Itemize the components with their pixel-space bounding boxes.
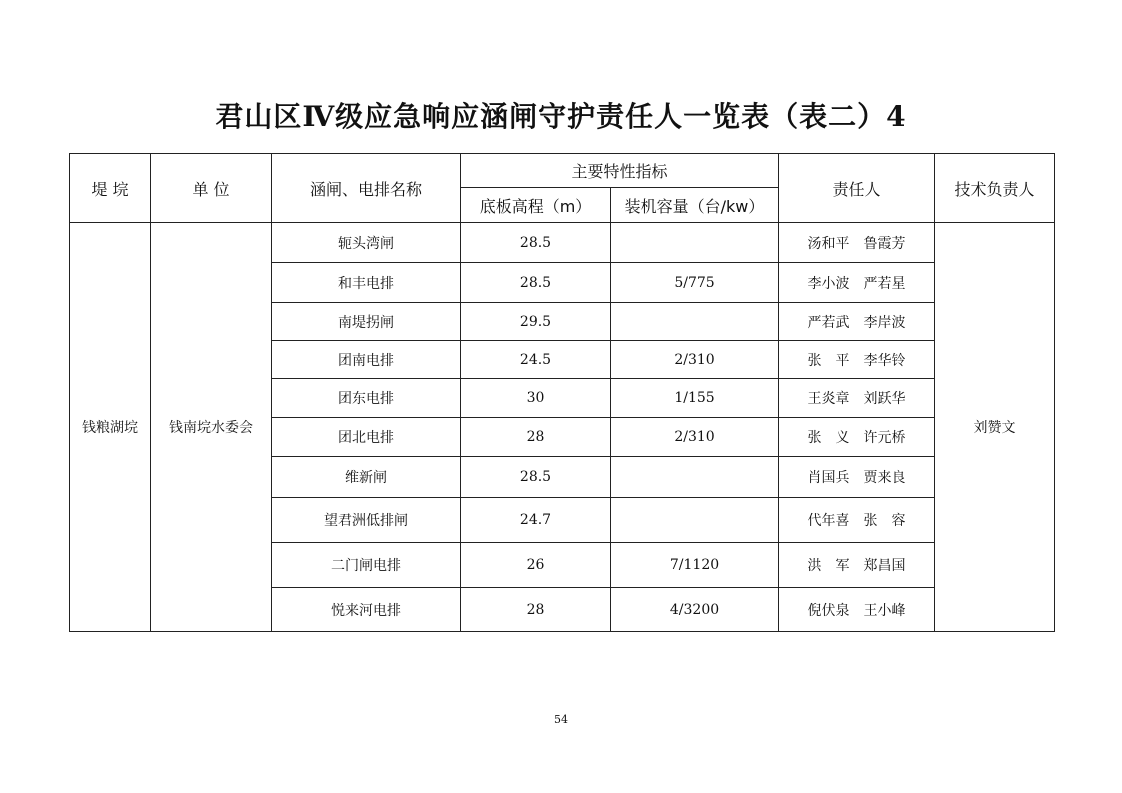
sluice-name-cell: 团南电排 xyxy=(272,341,461,379)
elevation-cell: 29.5 xyxy=(461,303,611,341)
capacity-cell: 5/775 xyxy=(611,263,779,303)
responsible-cell: 张 义 许元桥 xyxy=(779,418,935,457)
responsible-cell: 汤和平 鲁霞芳 xyxy=(779,223,935,263)
responsible-cell: 严若武 李岸波 xyxy=(779,303,935,341)
header-main-indicators: 主要特性指标 xyxy=(461,154,779,188)
header-dike: 堤 垸 xyxy=(70,154,151,223)
unit-cell: 钱南垸水委会 xyxy=(151,223,272,632)
elevation-cell: 24.7 xyxy=(461,498,611,543)
capacity-cell xyxy=(611,223,779,263)
table-body xyxy=(70,223,1055,632)
header-sluice-name: 涵闸、电排名称 xyxy=(272,154,461,223)
responsible-cell: 肖国兵 贾来良 xyxy=(779,457,935,498)
dike-cell: 钱粮湖垸 xyxy=(70,223,151,632)
page-number: 54 xyxy=(554,713,568,726)
tech-lead-cell: 刘赞文 xyxy=(935,223,1055,632)
sluice-name-cell: 悦来河电排 xyxy=(272,588,461,632)
capacity-cell: 4/3200 xyxy=(611,588,779,632)
sluice-name-cell: 南堤拐闸 xyxy=(272,303,461,341)
capacity-cell: 2/310 xyxy=(611,341,779,379)
sluice-name-cell: 和丰电排 xyxy=(272,263,461,303)
elevation-cell: 28.5 xyxy=(461,457,611,498)
elevation-cell: 26 xyxy=(461,543,611,588)
sluice-name-cell: 二门闸电排 xyxy=(272,543,461,588)
elevation-cell: 28.5 xyxy=(461,223,611,263)
capacity-cell xyxy=(611,498,779,543)
elevation-cell: 28.5 xyxy=(461,263,611,303)
page-title: 君山区Ⅳ级应急响应涵闸守护责任人一览表（表二）4 xyxy=(215,100,907,133)
capacity-cell: 2/310 xyxy=(611,418,779,457)
header-responsible: 责任人 xyxy=(779,154,935,223)
elevation-cell: 30 xyxy=(461,379,611,418)
sluice-name-cell: 团东电排 xyxy=(272,379,461,418)
elevation-cell: 28 xyxy=(461,588,611,632)
sluice-name-cell: 团北电排 xyxy=(272,418,461,457)
header-installed-capacity: 装机容量（台/kw） xyxy=(611,188,779,223)
table-header xyxy=(70,154,1055,223)
header-unit: 单 位 xyxy=(151,154,272,223)
responsible-cell: 倪伏泉 王小峰 xyxy=(779,588,935,632)
capacity-cell xyxy=(611,303,779,341)
elevation-cell: 24.5 xyxy=(461,341,611,379)
duty-table xyxy=(69,153,1055,632)
responsible-cell: 王炎章 刘跃华 xyxy=(779,379,935,418)
sluice-name-cell: 轭头湾闸 xyxy=(272,223,461,263)
elevation-cell: 28 xyxy=(461,418,611,457)
responsible-cell: 张 平 李华铃 xyxy=(779,341,935,379)
header-tech-lead: 技术负责人 xyxy=(935,154,1055,223)
responsible-cell: 李小波 严若星 xyxy=(779,263,935,303)
capacity-cell xyxy=(611,457,779,498)
sluice-name-cell: 维新闸 xyxy=(272,457,461,498)
sluice-name-cell: 望君洲低排闸 xyxy=(272,498,461,543)
capacity-cell: 1/155 xyxy=(611,379,779,418)
capacity-cell: 7/1120 xyxy=(611,543,779,588)
table-row xyxy=(70,223,1055,263)
header-floor-elevation: 底板高程（m） xyxy=(461,188,611,223)
responsible-cell: 代年喜 张 容 xyxy=(779,498,935,543)
responsible-cell: 洪 军 郑昌国 xyxy=(779,543,935,588)
